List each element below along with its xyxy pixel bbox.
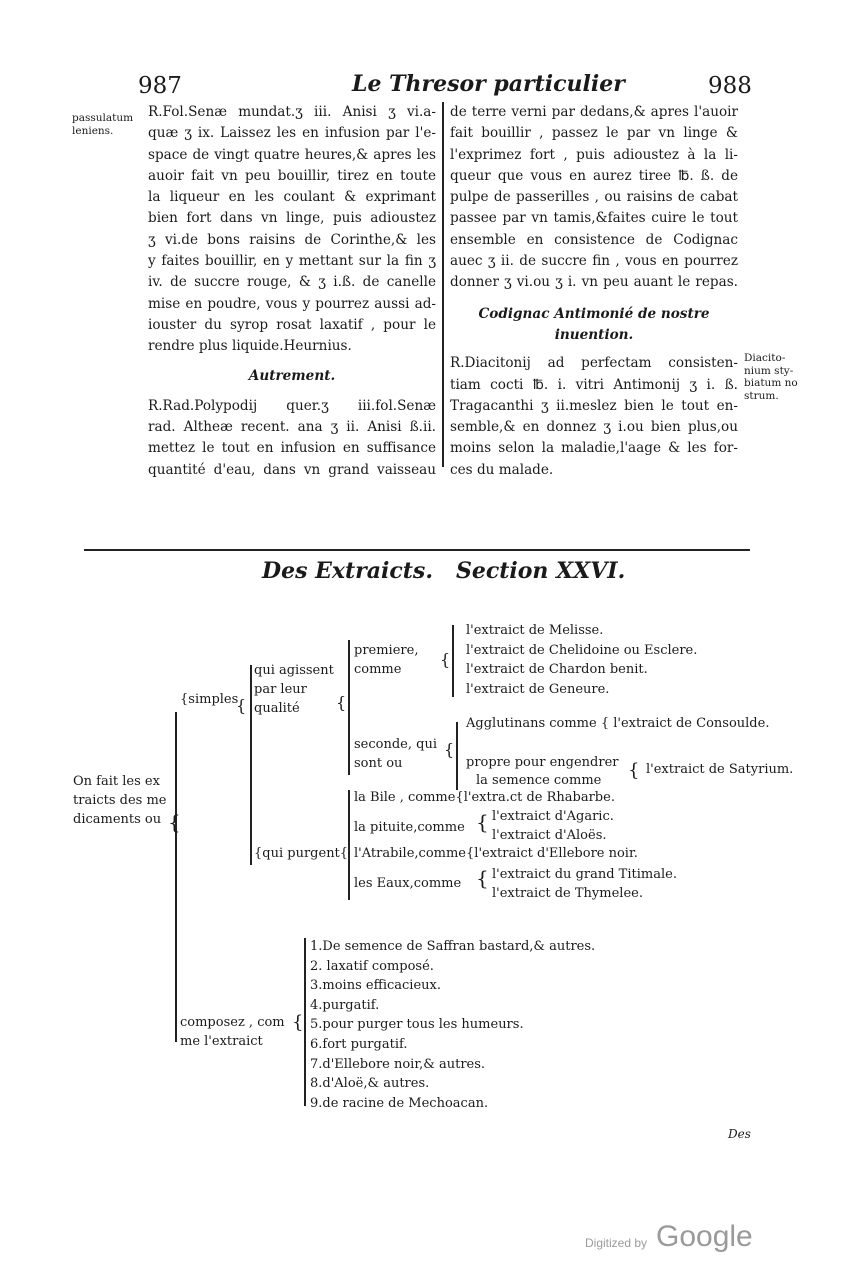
leaf-item: l'extraict d'Ellebore noir. (474, 846, 638, 861)
brace-tip: { (444, 740, 455, 759)
leaf-item: l'extraict de Thymelee. (492, 886, 643, 901)
text-line: y faites bouillir, en y mettant sur la fin ʒ (148, 253, 436, 270)
node-label: comme (354, 662, 402, 677)
running-title: Le Thresor particulier (352, 71, 625, 97)
node-premiere (354, 641, 418, 679)
text-line: pulpe de passerilles , ou raisins de cabat (450, 189, 738, 206)
brace-tip: { (440, 650, 451, 669)
brace-tip: { (292, 1012, 304, 1033)
text-line: rad. Altheæ recent. ana ʒ ii. Anisi ß.ii. (148, 419, 436, 436)
margin-note-left (72, 112, 133, 137)
margin-note-line: nium sty- (744, 364, 794, 377)
purgent-brace (348, 790, 350, 900)
leaf-item: 4.purgatif. (310, 997, 380, 1013)
leaf-item: 9.de racine de Mechoacan. (310, 1095, 489, 1111)
text-line: moins selon la maladie,l'aage & les for- (450, 440, 738, 457)
premiere-brace (452, 625, 454, 697)
section-heading: Autrement. (248, 367, 336, 384)
node-propre (466, 754, 619, 790)
text-line: iouster du syrop rosat laxatif , pour le (148, 316, 436, 333)
leaf-item: l'extraict de Consoulde. (613, 716, 770, 731)
brace-tip: { (336, 693, 347, 712)
node-simples: {simples (180, 692, 239, 707)
premiere-items (466, 621, 697, 699)
text-line: la liqueur en les coulant & exprimant (148, 189, 436, 206)
margin-note-line: passulatum (72, 112, 134, 124)
text-line: fait bouillir , passez le par vn linge & (450, 125, 738, 142)
main-brace (175, 712, 177, 1042)
node-label: la pituite,comme (354, 820, 465, 835)
text-line: rendre plus liquide.Heurnius. (148, 338, 352, 355)
node-label: qui agissent (254, 663, 334, 678)
margin-note-line: strum. (744, 389, 779, 402)
page-number-right: 988 (708, 73, 752, 99)
text-line: mettez le tout en infusion en suffisance (148, 440, 436, 457)
node-atrabile: l'Atrabile,comme{l'extraict d'Ellebore noir. (354, 846, 638, 861)
leaf-item: l'extraict de Geneure. (466, 681, 610, 697)
node-label: les Eaux,comme (354, 876, 462, 891)
leaf-item: 1.De semence de Saffran bastard,& autres. (310, 939, 596, 954)
node-label: simples (188, 692, 239, 707)
section-heading: Codignac Antimonié de nostre (478, 305, 710, 322)
leaf-item: l'extraict d'Agaric. (492, 809, 614, 824)
tree-root-line: On fait les ex (73, 774, 160, 789)
leaf-item: l'extraict du grand Titimale. (492, 867, 677, 882)
google-logo: Google (656, 1220, 753, 1253)
eaux-items (492, 865, 677, 903)
node-label: qui purgent (262, 846, 340, 861)
node-label: seconde, qui (354, 737, 437, 752)
leaf-item: l'extraict de Satyrium. (646, 762, 794, 777)
leaf-item: l'extraict d'Aloës. (492, 828, 607, 843)
leaf-item: l'extraict de Chardon benit. (466, 662, 648, 677)
leaf-item: 8.d'Aloë,& autres. (310, 1076, 430, 1092)
leaf-item: l'extraict de Melisse. (466, 623, 604, 638)
right-column (450, 102, 738, 481)
text-line: iv. de succre rouge, & ʒ i.ß. de canelle (148, 274, 436, 291)
agissent-brace (348, 640, 350, 775)
node-seconde (354, 735, 437, 773)
node-eaux (354, 876, 461, 891)
node-label: sont ou (354, 756, 403, 771)
text-line: auec ʒ ii. de succre fin , vous en pourrez (450, 253, 738, 270)
text-line: Tragacanthi ʒ ii.meslez bien le tout en- (450, 397, 738, 414)
node-label: par leur (254, 682, 307, 697)
margin-note-line: leniens. (72, 124, 114, 137)
brace-tip: { (628, 760, 640, 781)
node-qui-agissent (254, 661, 334, 718)
node-qui-purgent: {qui purgent{ (254, 846, 349, 861)
simples-brace (250, 665, 252, 865)
text-line: auoir fait vn peu bouillir, tirez en toute (148, 167, 436, 184)
node-label: la semence comme (476, 773, 602, 788)
tree-root-line: traicts des me (73, 793, 167, 808)
leaf-item: 7.d'Ellebore noir,& autres. (310, 1056, 486, 1072)
text-line: l'exprimez fort , puis adioustez à la li- (450, 146, 738, 163)
left-column (148, 102, 436, 481)
text-line: tiam cocti ℔. i. vitri Antimonij ʒ i. ß. (450, 376, 738, 393)
text-line: ʒ vi.de bons raisins de Corinthe,& les (148, 231, 436, 248)
text-line: ces du malade. (450, 461, 554, 478)
seconde-brace (456, 722, 458, 790)
node-label: premiere, (354, 643, 419, 658)
text-line: de terre verni par dedans,& apres l'auoir (450, 104, 738, 120)
text-line: queur que vous en aurez tiree ℔. ß. de (450, 167, 738, 184)
leaf-item: 2. laxatif composé. (310, 958, 434, 974)
column-divider (442, 102, 444, 467)
leaf-item: l'extra.ct de Rhabarbe. (463, 790, 615, 805)
brace-tip: { (476, 866, 489, 890)
section-title: Des Extraicts. Section XXVI. (262, 558, 626, 584)
pituite-items (492, 807, 614, 845)
margin-note-right (744, 352, 798, 402)
text-line: mise en poudre, vous y pourrez aussi ad- (148, 295, 436, 312)
tree-root (73, 772, 167, 829)
node-label: composez , com (180, 1015, 285, 1030)
node-composez (180, 1013, 285, 1051)
composez-items (310, 937, 595, 1113)
node-label: la Bile , comme (354, 790, 456, 805)
text-line: semble,& en donnez ʒ i.ou bien plus,ou (450, 419, 738, 436)
brace-tip: { (476, 810, 489, 834)
node-label: l'Atrabile,comme (354, 846, 466, 861)
node-agglutinans: Agglutinans comme { l'extraict de Consoulde. (466, 716, 770, 731)
page-number-left: 987 (138, 73, 182, 99)
section-rule (84, 549, 750, 551)
text-line: R.Rad.Polypodij quer.ʒ iii.fol.Senæ (148, 397, 436, 414)
text-line: R.Fol.Senæ mundat.ʒ iii. Anisi ʒ vi.a- (148, 104, 436, 120)
margin-note-line: biatum no (744, 377, 798, 389)
text-line: bien fort dans vn linge, puis adioustez (148, 210, 436, 227)
digitized-label: Digitized by (585, 1236, 648, 1250)
text-line: space de vingt quatre heures,& apres les (148, 146, 436, 163)
text-line: quantité d'eau, dans vn grand vaisseau (148, 461, 436, 478)
catchword: Des (728, 1127, 751, 1141)
leaf-item: 6.fort purgatif. (310, 1036, 408, 1052)
node-label: propre pour engendrer (466, 755, 619, 770)
composez-brace (304, 938, 306, 1106)
text-line: donner ʒ vi.ou ʒ i. vn peu auant le repas. (450, 274, 738, 291)
text-line: passee par vn tamis,&faites cuire le tout (450, 210, 738, 227)
margin-note-line: Diacito- (744, 352, 786, 364)
text-line: R.Diacitonij ad perfectam consisten- (450, 355, 738, 372)
node-bile: la Bile , comme{l'extra.ct de Rhabarbe. (354, 790, 615, 805)
leaf-item: 3.moins efficacieux. (310, 978, 441, 994)
main-brace-tip: { (168, 810, 181, 834)
text-line: quæ ʒ ix. Laissez les en infusion par l'e- (148, 125, 436, 142)
brace-tip: { (236, 696, 247, 715)
text-line: ensemble en consistence de Codignac (450, 231, 738, 248)
leaf-item: l'extraict de Chelidoine ou Esclere. (466, 642, 698, 658)
node-label: qualité (254, 701, 300, 716)
node-pituite (354, 820, 465, 835)
node-label: me l'extraict (180, 1034, 263, 1049)
tree-root-line: dicaments ou (73, 812, 162, 827)
node-label: Agglutinans comme (466, 716, 597, 731)
section-heading-cont: inuention. (554, 326, 634, 343)
leaf-item: 5.pour purger tous les humeurs. (310, 1017, 524, 1033)
